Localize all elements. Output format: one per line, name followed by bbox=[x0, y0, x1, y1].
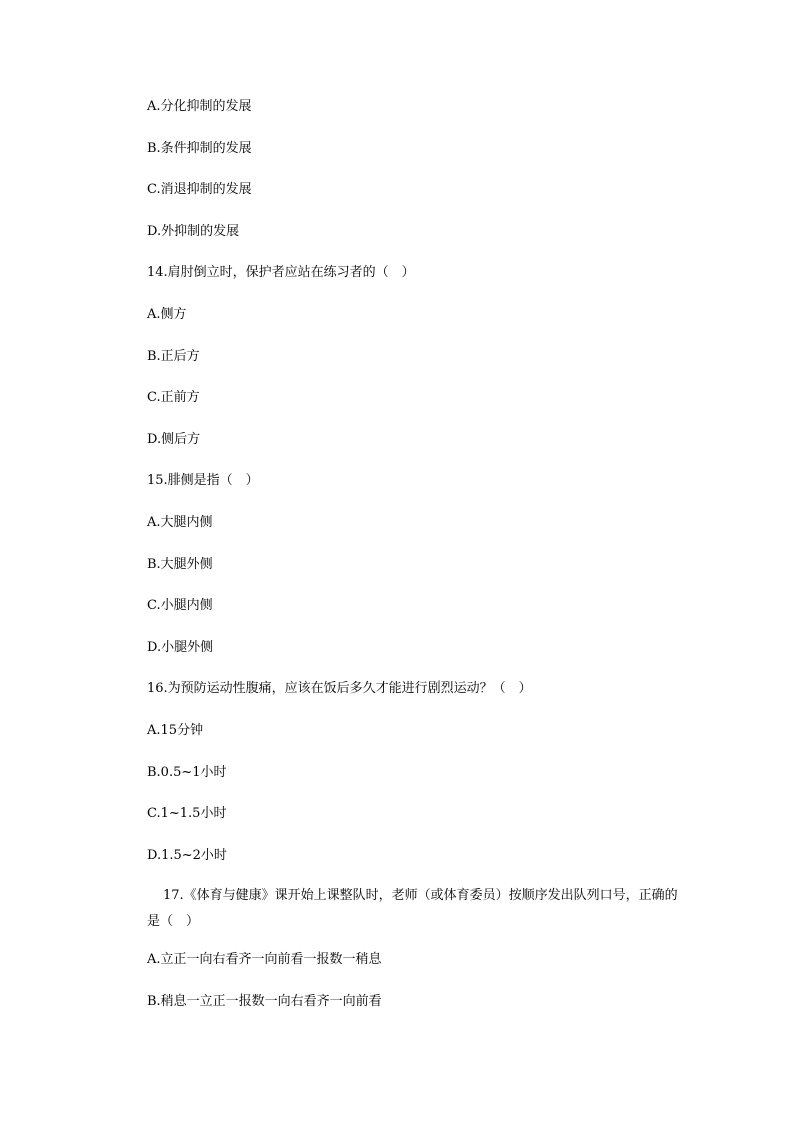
q17-option-b: B.稍息一立正一报数一向右看齐一向前看 bbox=[147, 994, 382, 1009]
q14-option-d: D.侧后方 bbox=[147, 432, 201, 447]
q15-option-c: C.小腿内侧 bbox=[147, 598, 213, 613]
q13-option-d: D.外抑制的发展 bbox=[147, 224, 240, 239]
q14-option-a: A.侧方 bbox=[147, 307, 187, 322]
q16-option-a: A.15分钟 bbox=[147, 723, 204, 738]
q14-stem: 14.肩肘倒立时，保护者应站在练习者的（ ） bbox=[147, 265, 415, 280]
q16-stem: 16.为预防运动性腹痛，应该在饭后多久才能进行剧烈运动？（ ） bbox=[147, 681, 532, 696]
q13-option-a: A.分化抑制的发展 bbox=[147, 99, 252, 114]
q16-option-c: C.1~1.5小时 bbox=[147, 806, 227, 821]
q13-option-c: C.消退抑制的发展 bbox=[147, 182, 252, 197]
q14-option-b: B.正后方 bbox=[147, 349, 200, 364]
q15-option-b: B.大腿外侧 bbox=[147, 557, 213, 572]
q17-stem: 17.《体育与健康》课开始上课整队时，老师（或体育委员）按顺序发出队列口号，正确的是（ ） bbox=[147, 888, 678, 929]
q14-option-c: C.正前方 bbox=[147, 390, 200, 405]
q15-stem: 15.腓侧是指（ ） bbox=[147, 473, 259, 488]
q17-option-a: A.立正一向右看齐一向前看一报数一稍息 bbox=[147, 952, 382, 967]
q15-option-a: A.大腿内侧 bbox=[147, 515, 213, 530]
q16-option-b: B.0.5~1小时 bbox=[147, 765, 227, 780]
q15-option-d: D.小腿外侧 bbox=[147, 640, 214, 655]
q16-option-d: D.1.5~2小时 bbox=[147, 848, 227, 863]
q13-option-b: B.条件抑制的发展 bbox=[147, 141, 252, 156]
